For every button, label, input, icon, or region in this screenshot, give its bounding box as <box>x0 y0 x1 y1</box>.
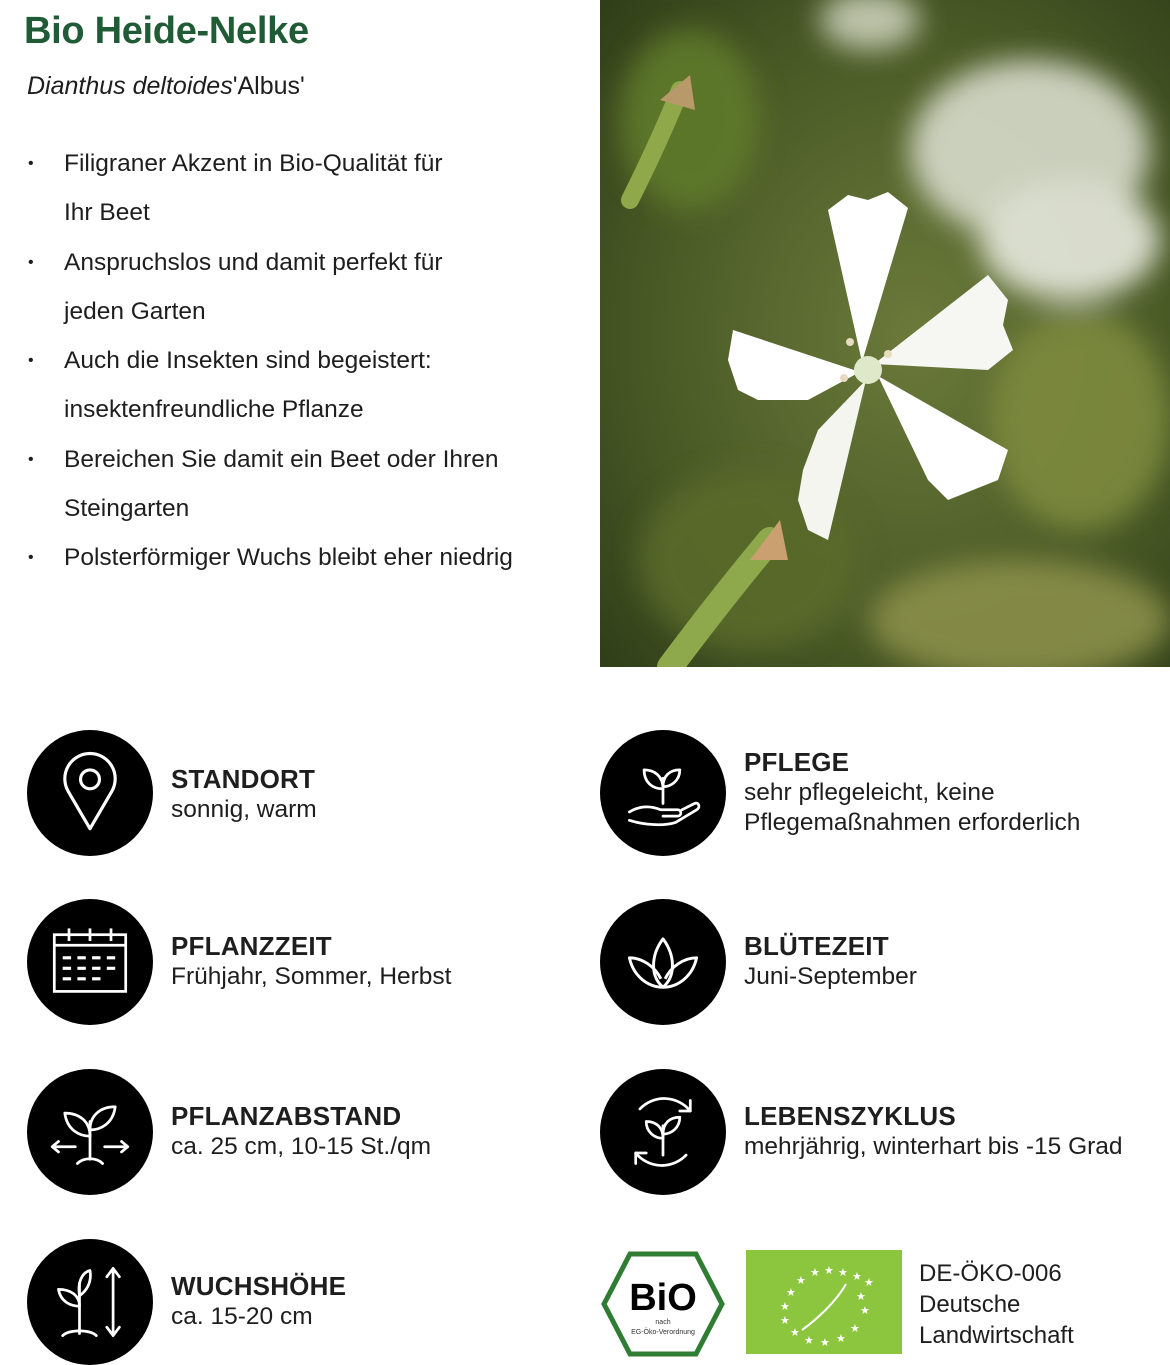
plant-cycle-icon <box>621 1090 705 1174</box>
bio-word: BiO <box>629 1277 697 1319</box>
svg-text:★: ★ <box>780 1314 790 1327</box>
svg-text:★: ★ <box>824 1264 834 1277</box>
svg-text:★: ★ <box>796 1274 806 1287</box>
list-item: • Bereichen Sie damit ein Beet oder Ihren Steingarten <box>28 445 499 523</box>
feature-lebenszyklus <box>600 1069 1123 1195</box>
feature-desc: Juni-September <box>744 963 917 990</box>
svg-text:★: ★ <box>860 1304 870 1317</box>
certification-text <box>919 1258 1074 1351</box>
product-title: Bio Heide-Nelke <box>24 10 309 52</box>
lotus-flower-icon <box>621 920 705 1004</box>
seedling-hand-icon <box>621 751 705 835</box>
svg-text:★: ★ <box>864 1276 874 1289</box>
list-item: • Polsterförmiger Wuchs bleibt eher niedrig <box>28 544 513 572</box>
feature-desc: sonnig, warm <box>171 796 317 823</box>
bio-siegel-badge <box>600 1250 726 1358</box>
latin-species: Dianthus deltoides <box>27 72 233 100</box>
feature-title: PFLANZABSTAND <box>171 1101 402 1131</box>
feature-standort <box>27 730 317 856</box>
svg-text:★: ★ <box>820 1336 830 1349</box>
feature-title: LEBENSZYKLUS <box>744 1101 956 1131</box>
svg-text:★: ★ <box>838 1266 848 1279</box>
svg-text:★: ★ <box>810 1266 820 1279</box>
cert-line-2: Deutsche <box>919 1291 1021 1318</box>
location-pin-icon <box>48 751 132 835</box>
svg-text:★: ★ <box>790 1326 800 1339</box>
svg-text:★: ★ <box>786 1286 796 1299</box>
cert-line-3: Landwirtschaft <box>919 1322 1074 1349</box>
feature-title: BLÜTEZEIT <box>744 931 889 961</box>
eu-organic-leaf-logo <box>746 1250 902 1354</box>
feature-pflege <box>600 730 1080 856</box>
bio-small-1: nach <box>655 1319 671 1326</box>
calendar-icon <box>48 920 132 1004</box>
feature-title: PFLEGE <box>744 747 850 777</box>
svg-text:★: ★ <box>852 1270 862 1283</box>
feature-title: STANDORT <box>171 764 316 794</box>
list-item: • Auch die Insekten sind begeistert: insektenfreundliche Pflanze <box>28 347 432 424</box>
svg-text:★: ★ <box>850 1322 860 1335</box>
feature-desc: ca. 15-20 cm <box>171 1303 313 1330</box>
feature-bullet-list <box>24 139 584 583</box>
plant-height-icon <box>48 1260 132 1344</box>
feature-bluetezeit <box>600 899 917 1025</box>
svg-text:★: ★ <box>836 1332 846 1345</box>
svg-text:★: ★ <box>856 1290 866 1303</box>
feature-title: PFLANZZEIT <box>171 931 332 961</box>
cert-code: DE-ÖKO-006 <box>919 1260 1062 1287</box>
feature-wuchshoehe <box>27 1239 346 1365</box>
svg-text:★: ★ <box>780 1300 790 1313</box>
list-item: • Filigraner Akzent in Bio-Qualität für Ihr Beet <box>28 150 443 227</box>
product-photo <box>600 0 1170 667</box>
feature-desc: mehrjährig, winterhart bis -15 Grad <box>744 1133 1123 1160</box>
list-item: • Anspruchslos und damit perfekt für jeden Garten <box>28 248 443 325</box>
bio-small-2: EG-Öko-Verordnung <box>631 1329 695 1336</box>
plant-spacing-icon <box>48 1090 132 1174</box>
feature-desc: sehr pflegeleicht, keine <box>744 779 995 806</box>
feature-title: WUCHSHÖHE <box>171 1271 347 1301</box>
feature-pflanzabstand <box>27 1069 431 1195</box>
cultivar-name: 'Albus' <box>232 72 305 100</box>
feature-desc: Frühjahr, Sommer, Herbst <box>171 963 452 990</box>
feature-desc: Pflegemaßnahmen erforderlich <box>744 809 1081 836</box>
feature-pflanzzeit <box>27 899 451 1025</box>
feature-desc: ca. 25 cm, 10-15 St./qm <box>171 1133 432 1160</box>
svg-text:★: ★ <box>804 1334 814 1347</box>
product-latin-name <box>27 72 305 101</box>
